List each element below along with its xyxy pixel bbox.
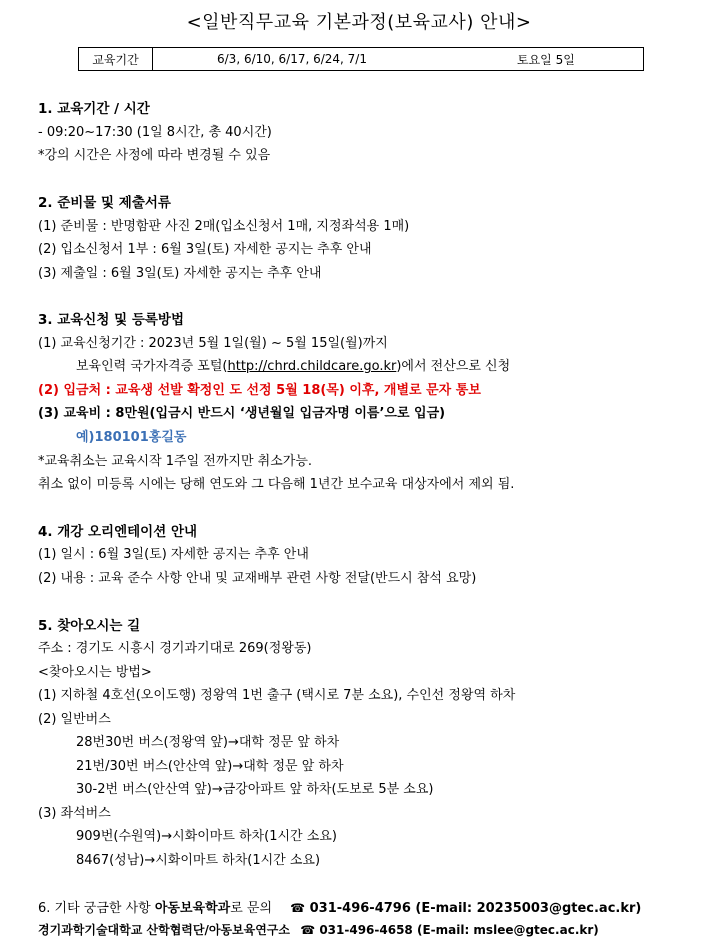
s3-example: 예)180101홍길동 bbox=[76, 430, 187, 445]
page-title: <일반직무교육 기본과정(보육교사) 안내> bbox=[186, 12, 532, 33]
phone-icon: ☎ bbox=[300, 923, 316, 937]
s5-bus-2: 21번/30번 버스(안산역 앞)→대학 정문 앞 하차 bbox=[76, 759, 344, 774]
s5-seat-bus-title: (3) 좌석버스 bbox=[38, 806, 111, 821]
s3-cancel-note: *교육취소는 교육시작 1주일 전까지만 취소가능. bbox=[38, 454, 313, 469]
s6-post: 로 문의 bbox=[230, 901, 273, 916]
portal-link[interactable]: http://chrd.childcare.go.kr bbox=[227, 359, 397, 374]
s2-item-1: (1) 준비물 : 반명함판 사진 2매(입소신청서 1매, 지정좌석용 1매) bbox=[38, 219, 410, 234]
s6-org: 경기과학기술대학교 산학협력단/아동보육연구소 bbox=[38, 923, 290, 937]
section-4-heading: 4. 개강 오리엔테이션 안내 bbox=[38, 524, 198, 540]
period-days: 토요일 5일 bbox=[517, 52, 575, 67]
s5-bus-1: 28번30번 버스(정왕역 앞)→대학 정문 앞 하차 bbox=[76, 735, 340, 750]
s5-directions-title: <찾아오시는 방법> bbox=[38, 665, 152, 680]
period-dates: 6/3, 6/10, 6/17, 6/24, 7/1 bbox=[217, 52, 367, 66]
s3-portal-pre: 보육인력 국가자격증 포털( bbox=[76, 359, 228, 374]
s1-note: *강의 시간은 사정에 따라 변경될 수 있음 bbox=[38, 148, 271, 163]
s5-seat-bus-1: 909번(수원역)→시화이마트 하차(1시간 소요) bbox=[76, 829, 337, 844]
s5-subway: (1) 지하철 4호선(오이도행) 정왕역 1번 출구 (택시로 7분 소요), 수인선 정왕역 하차 bbox=[38, 688, 516, 703]
s3-deposit-notice: (2) 입금처 : 교육생 선발 확정인 도 선정 5월 18(목) 이후, 개별로 문자 통보 bbox=[38, 383, 481, 398]
s5-address: 주소 : 경기도 시흥시 경기과기대로 269(정왕동) bbox=[38, 641, 312, 656]
s3-fee: (3) 교육비 : 8만원(입금시 반드시 ‘생년월일 입금자명 이름’으로 입금) bbox=[38, 406, 446, 421]
s4-date: (1) 일시 : 6월 3일(토) 자세한 공지는 추후 안내 bbox=[38, 547, 309, 562]
s2-item-2: (2) 입소신청서 1부 : 6월 3일(토) 자세한 공지는 추후 안내 bbox=[38, 242, 372, 257]
s3-portal-post: )에서 전산으로 신청 bbox=[396, 359, 511, 374]
s4-content: (2) 내용 : 교육 준수 사항 안내 및 교재배부 관련 사항 전달(반드시 참석 요망) bbox=[38, 571, 477, 586]
s6-phone-2: 031-496-4658 (E-mail: mslee@gtec.ac.kr) bbox=[319, 923, 599, 937]
s1-time: - 09:20~17:30 (1일 8시간, 총 40시간) bbox=[38, 125, 272, 140]
s6-phone-1-group bbox=[290, 901, 641, 916]
s5-seat-bus-2: 8467(성남)→시화이마트 하차(1시간 소요) bbox=[76, 853, 321, 868]
phone-icon: ☎ bbox=[290, 901, 306, 915]
s6-contact-line bbox=[38, 899, 641, 918]
s6-org-line bbox=[38, 921, 599, 939]
education-period-table bbox=[78, 47, 644, 71]
s3-portal-line bbox=[76, 358, 510, 376]
period-label: 교육기간 bbox=[79, 48, 153, 70]
s3-period: (1) 교육신청기간 : 2023년 5월 1일(월) ~ 5월 15일(월)까지 bbox=[38, 336, 388, 351]
section-1-heading: 1. 교육기간 / 시간 bbox=[38, 101, 150, 117]
section-3-heading: 3. 교육신청 및 등록방법 bbox=[38, 312, 184, 328]
s3-exclusion-note: 취소 없이 미등록 시에는 당해 연도와 그 다음해 1년간 보수교육 대상자에서 제외 됨. bbox=[38, 477, 515, 492]
s5-bus-title: (2) 일반버스 bbox=[38, 712, 111, 727]
s5-bus-3: 30-2번 버스(안산역 앞)→금강아파트 앞 하차(도보로 5분 소요) bbox=[76, 782, 434, 797]
s2-item-3: (3) 제출일 : 6월 3일(토) 자세한 공지는 추후 안내 bbox=[38, 266, 322, 281]
s6-department: 아동보육학과 bbox=[154, 901, 231, 916]
s6-phone-1: 031-496-4796 (E-mail: 20235003@gtec.ac.kr) bbox=[309, 901, 642, 916]
section-2-heading: 2. 준비물 및 제출서류 bbox=[38, 195, 171, 211]
s6-phone-2-group bbox=[300, 923, 599, 937]
s6-pre: 6. 기타 궁금한 사항 bbox=[38, 901, 155, 916]
section-5-heading: 5. 찾아오시는 길 bbox=[38, 618, 141, 634]
